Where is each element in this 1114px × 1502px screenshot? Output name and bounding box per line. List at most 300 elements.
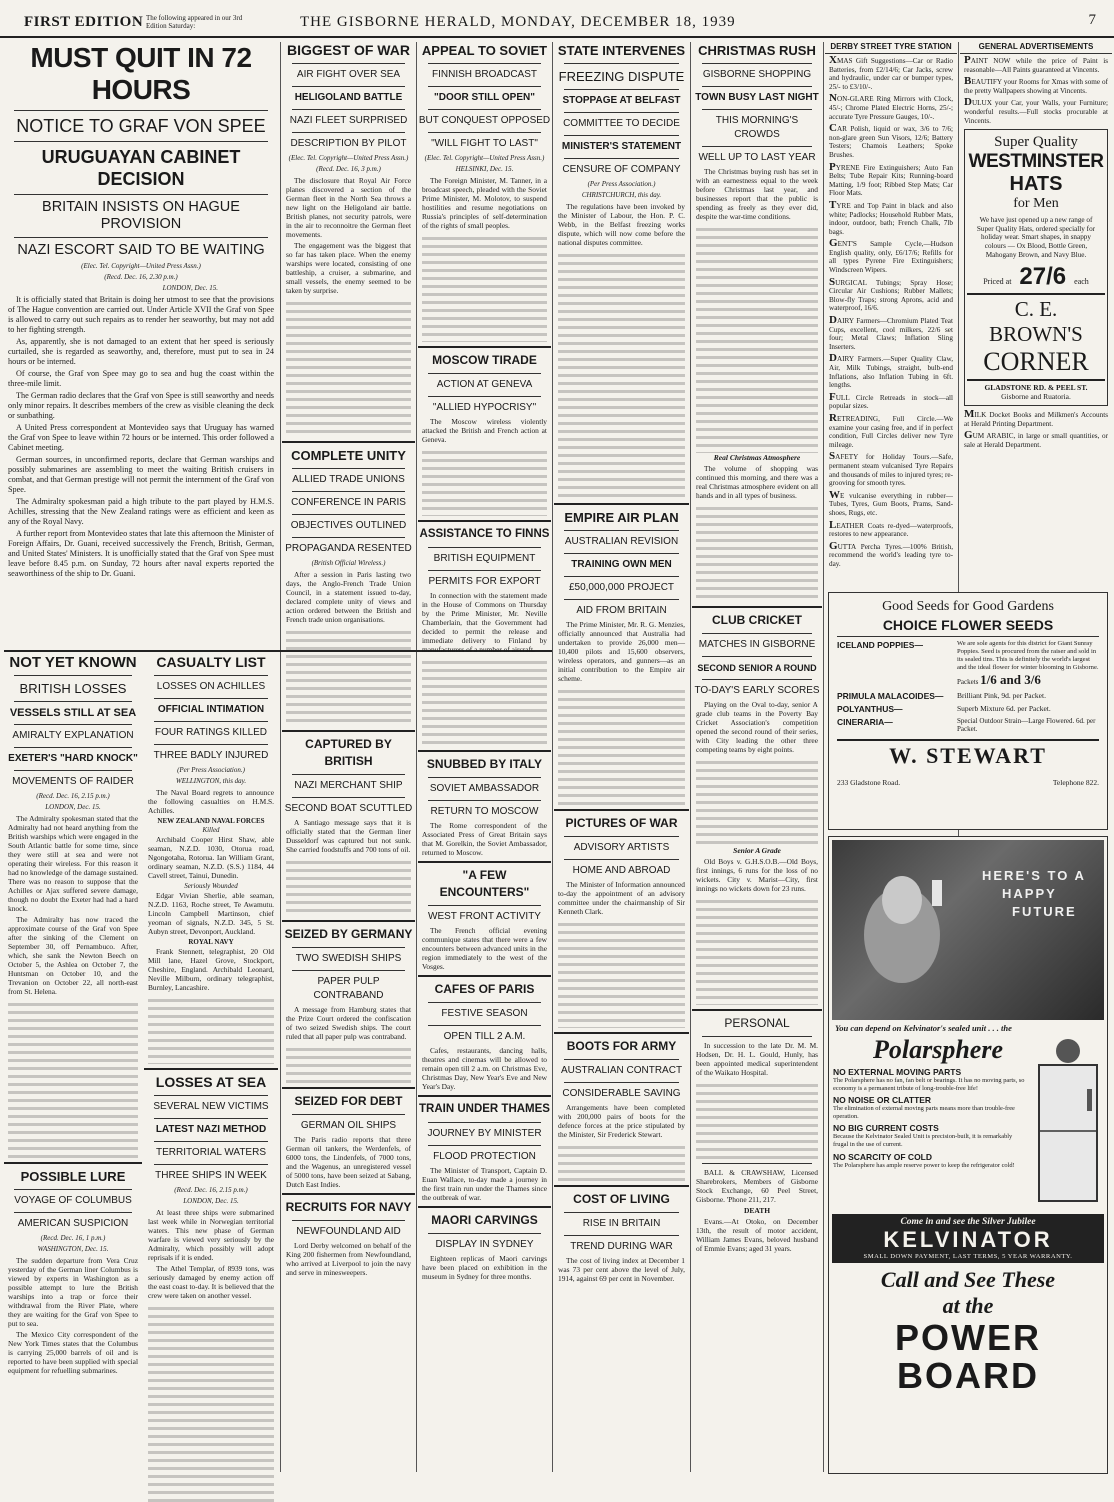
byline: (Per Press Association.) — [177, 766, 245, 774]
divider — [14, 724, 132, 725]
classified-ad: BEAUTIFY your Rooms for Xmas with some of the pretty Wallpapers showing at Vincents. — [964, 75, 1108, 95]
paragraph: It is officially stated that Britain is doing her utmost to see that the provisions of The Hague convention are carried out. Under Article XVII the Graf von Spee is allowed to carry out such repairs as to render her seaworthy, but may not add to her fighting strength. — [8, 295, 274, 334]
dateline: CHRISTCHURCH, this day. — [581, 191, 662, 199]
photo-caption: FUTURE — [1012, 904, 1077, 919]
story-body — [148, 788, 274, 992]
ad-line: POWER — [894, 1317, 1041, 1358]
divider — [282, 730, 415, 732]
seed-name: PRIMULA MALACOIDES— — [837, 691, 944, 701]
ad-line: Super Quality — [994, 134, 1078, 151]
refrigerator-icon — [1033, 1035, 1103, 1205]
seed-description: Superb Mixture 6d. per Packet. — [957, 704, 1051, 713]
subheadline: VESSELS STILL AT SEA — [9, 707, 137, 719]
headline: TRAIN UNDER THAMES — [419, 1103, 550, 1115]
divider — [428, 1145, 541, 1146]
byline: (Recd. Dec. 16, 1 p.m.) — [40, 1234, 106, 1242]
paragraph: Evans.—At Otoko, on December 13th, the result of motor accident, William James Evans, beloved husband of Emmie Evans; aged 31 years. — [696, 1217, 818, 1253]
ad-photo — [832, 840, 1104, 1020]
subheadline: "DOOR STILL OPEN" — [434, 92, 535, 103]
headline: DERBY STREET TYRE STATION — [825, 42, 957, 54]
classified-ad: RETREADING, Full Circle.—We examine your casing free, and if in perfect condition, Full Circles deliver new Tyre mileage. — [829, 411, 953, 449]
text-continuation — [558, 918, 685, 1028]
headline: STATE INTERVENES — [557, 43, 686, 58]
headline: BOOTS FOR ARMY — [566, 1039, 677, 1053]
divider — [418, 346, 551, 348]
edition-note: The following appeared in our 3rd Edition Saturday: — [146, 14, 243, 30]
feature-title: NO BIG CURRENT COSTS — [833, 1123, 939, 1134]
seed-item — [837, 717, 1099, 733]
headline: CHRISTMAS RUSH — [698, 43, 816, 58]
divider — [418, 1095, 551, 1097]
classified-ad: GUM ARABIC, in large or small quantities, or sale at Herald Department. — [964, 429, 1108, 449]
divider — [14, 141, 268, 142]
story-body — [558, 1103, 685, 1139]
seed-description: Brilliant Pink, 9d. per Packet. — [957, 691, 1046, 700]
headline: CLUB CRICKET — [712, 613, 802, 627]
subheadline: AMERICAN SUSPICION — [17, 1218, 129, 1229]
subheadline: FLOOD PROTECTION — [433, 1151, 536, 1162]
headline: EMPIRE AIR PLAN — [564, 510, 679, 525]
ad-line: CHOICE FLOWER SEEDS — [837, 617, 1099, 637]
divider — [428, 1233, 541, 1234]
headline-main: MUST QUIT IN 72 HOURS — [30, 42, 252, 105]
story-body — [422, 926, 547, 971]
story-body — [558, 880, 685, 916]
headline: MAORI CARVINGS — [431, 1213, 538, 1227]
seed-description: We are sole agents for this district for Giant Sunray Poppies. Seed is procured from the raiser and sold in its sealed tins. This is definitely the world's largest and the ideal flower for winter blooming in Gisborne. — [957, 640, 1099, 671]
paragraph: Frank Stennett, telegraphist, 20 Old Mill lane, Hazel Grove, Stockport, Cheshire, England. Archibald Leonard, Neville Milburn, ordinary telegraphist, Burnley, Lancashire. — [148, 947, 274, 992]
story-body — [8, 1256, 138, 1375]
ad-text: We have just opened up a new range of Super Quality Hats, ordered specially for holiday wear. Smart shapes, in snappy colours — Ox Blood, Bottle Green, Mahogany Brown, and Navy Blue. — [976, 216, 1096, 259]
section-label: Killed — [202, 826, 220, 834]
story-casualty-list — [144, 654, 278, 1474]
subheadline: BRITAIN INSISTS ON HAGUE PROVISION — [42, 199, 240, 232]
subheadline: FREEZING DISPUTE — [558, 69, 685, 84]
divider — [282, 1087, 415, 1089]
seed-price-row — [957, 672, 1099, 688]
headline: PERSONAL — [724, 1016, 790, 1030]
photo-caption: HERE'S TO A — [982, 868, 1086, 883]
divider — [702, 1036, 812, 1037]
subheadline: CENSURE OF COMPANY — [562, 164, 681, 175]
paragraph: The Admiralty spokesman stated that the Admiralty had not heard anything from the British warships which were engaged in the South Atlantic battle for some time, since they were still at sea and were not operating their wireless. For this reason it had no knowledge of the damage sustained. There was no reason to suppose that the Achilles or Ajax suffered severe damage, though no doubt the Exeter had had a hard knock. — [8, 814, 138, 913]
headline: APPEAL TO SOVIET — [421, 43, 548, 58]
subheadline: EXETER'S "HARD KNOCK" — [8, 753, 138, 764]
section-label: ROYAL NAVY — [188, 938, 234, 946]
subheadline: MOVEMENTS OF RAIDER — [12, 776, 134, 787]
seed-price: 1/6 and 3/6 — [980, 672, 1041, 687]
story-body — [696, 167, 818, 221]
text-continuation — [422, 656, 547, 746]
classified-list — [964, 56, 1108, 125]
story-body — [422, 591, 547, 654]
text-lines — [286, 856, 411, 916]
paragraph: After a session in Paris lasting two days, the Anglo-French Trade Union Council, in a statement issued to-day, declared complete unity of views and action ordered between the British and French trade union organisations. — [286, 570, 411, 624]
divider — [564, 1212, 679, 1213]
divider — [4, 1162, 142, 1164]
story-body — [422, 821, 547, 857]
divider — [282, 1193, 415, 1195]
divider — [428, 132, 541, 133]
subheadline: THREE SHIPS IN WEEK — [155, 1170, 267, 1181]
story-body — [558, 202, 685, 247]
subheadline: SECOND SENIOR A ROUND — [697, 663, 817, 673]
paragraph: A United Press correspondent at Montevideo says that Uruguay has warned the Graf von Spee to leave within 72 hours or be interned. This order followed a Cabinet meeting. — [8, 423, 274, 452]
text-lines — [696, 502, 818, 602]
divider — [702, 679, 812, 680]
ad-address: Gisborne and Ruatoria. — [1001, 392, 1071, 402]
story-body — [286, 818, 411, 854]
divider — [292, 63, 405, 64]
subheadline: FOUR RATINGS KILLED — [154, 727, 268, 738]
divider — [428, 1002, 541, 1003]
subheadline: SOVIET AMBASSADOR — [429, 783, 540, 794]
story-body — [422, 176, 547, 230]
subheadline: TOWN BUSY LAST NIGHT — [695, 92, 819, 103]
subheadline: TERRITORIAL WATERS — [155, 1147, 266, 1158]
paragraph: The Rome correspondent of the Associated Press of Great Britain says that M. Gorelkin, the Soviet Ambassador, returned to Moscow. — [422, 821, 547, 857]
fridge-handle — [1087, 1089, 1092, 1111]
text-continuation — [286, 1043, 411, 1083]
classified-ad: SURGICAL Tubings; Spray Hose; Circular Air Cushions; Rubber Mallets; Blow-fly Traps; strong Aprons, acid and waterproof, 16/6. — [829, 275, 953, 313]
subheadline: OFFICIAL INTIMATION — [157, 704, 265, 715]
kelvinator-ad — [828, 836, 1108, 1474]
text-lines — [422, 232, 547, 342]
divider — [418, 520, 551, 522]
dateline: LONDON, Dec. 15. — [183, 1197, 239, 1205]
paragraph: The Minister of Transport, Captain D. Euan Wallace, to-day made a journey in the first train run under the Thames since the outbreak of war. — [422, 1166, 547, 1202]
headline: POSSIBLE LURE — [20, 1169, 126, 1184]
classified-ad: LEATHER Coats re-dyed—waterproofs, restores to new appearance. — [829, 518, 953, 539]
divider — [554, 503, 689, 505]
page-number: 7 — [1088, 12, 1096, 28]
classified-ad: GENT'S Sample Cycle,—Hudson English quality, only, £6/17/6; Refills for all types Pyrene Fire Extinguishers; Windscreen Wipers. — [829, 237, 953, 275]
headline: SNUBBED BY ITALY — [426, 757, 543, 771]
paragraph: The Foreign Minister, M. Tanner, in a broadcast speech, pleaded with the Soviet Prime Minister, M. Molotov, to suspend hostilities and resume negotiations on Russia's principles of self-determination of the rights of small peoples. — [422, 176, 547, 230]
divider — [154, 744, 268, 745]
divider — [14, 701, 132, 702]
paragraph: The engagement was the biggest that so far has taken place. When the enemy warships were located, consisting of one battleship, a cruiser, a submarine, and small vessels, the enemy seemed to be taken by surprise. — [286, 241, 411, 295]
subheadline: PAPER PULP CONTRABAND — [313, 976, 384, 1001]
subheadline: TWO SWEDISH SHIPS — [295, 953, 402, 964]
ad-line: Good Seeds for Good Gardens — [882, 599, 1054, 614]
divider — [702, 86, 812, 87]
byline: (Recd. Dec. 16, 2.15 p.m.) — [174, 1186, 248, 1194]
classified-ad: PYRENE Fire Extinguishers; Auto Fan Belts; Tube Repair Kits; Running-board Matting, 1/9 foot; Ribbed Step Mats; Car Floor Mats. — [829, 160, 953, 198]
divider — [564, 1082, 679, 1083]
classified-list — [829, 56, 953, 568]
divider — [154, 1164, 268, 1165]
subheadline: LATEST NAZI METHOD — [155, 1124, 267, 1135]
subheadline: WEST FRONT ACTIVITY — [428, 911, 541, 922]
divider — [292, 491, 405, 492]
divider — [14, 1189, 132, 1190]
divider — [292, 86, 405, 87]
byline: (British Official Wireless.) — [311, 559, 386, 567]
subheadline: GISBORNE SHOPPING — [702, 69, 812, 80]
ad-line: CORNER — [967, 347, 1105, 381]
dateline: LONDON, Dec. 15. — [45, 803, 101, 811]
headline: BIGGEST OF WAR — [287, 42, 410, 58]
divider — [428, 547, 541, 548]
section-label: Senior A Grade — [733, 846, 781, 855]
paragraph: A message from Hamburg states that the Prize Court ordered the confiscation of two seized Swedish ships. The court ruled that all paper pulp was contraband. — [286, 1005, 411, 1041]
classified-ad: DAIRY Farmers—Chromium Plated Teat Cups, excellent, cool milkers, 22/6 set four; Metal Claws; Inflation Sling Inserters. — [829, 314, 953, 351]
paragraph: The Admiralty has now traced the approximate course of the Graf von Spee after the sinking of the Clement on September 30, off Pernambuco. After, which, she sank the Newton Beech on October 5, the Ashlea on October 7, the Huntsman on October 10, and the Trevanion on October 22, all north-east from St. Helena. — [8, 915, 138, 996]
paragraph: The Christmas buying rush has set in with an earnestness equal to the week before Christmas last year, and businesses report that the public is spending as freely as they ever did, despite the war-time conditions. — [696, 167, 818, 221]
text-lines — [696, 223, 818, 453]
divider — [554, 1185, 689, 1187]
divider — [14, 237, 268, 238]
subheadline: ALLIED TRADE UNIONS — [292, 474, 405, 485]
price-label: Priced at — [983, 277, 1012, 287]
seed-ad-footer — [837, 739, 1099, 787]
text-continuation — [696, 1079, 818, 1159]
seed-name: ICELAND POPPIES— — [837, 640, 923, 650]
story-body — [286, 1135, 411, 1189]
column-divider — [823, 42, 824, 1472]
paragraph: Lord Derby welcomed on behalf of the King 200 fishermen from Newfoundland, who arrived at Liverpool to join the navy and serve in minesweepers. — [286, 1241, 411, 1277]
ad-line: You can depend on Kelvinator's sealed unit . . . the — [835, 1023, 1012, 1033]
classified-ad: XMAS Gift Suggestions—Car or Radio Batteries, from £2/14/6; Car Jacks, screw and hydraulic, under car or bumper types, 25/- to £3/10/-. — [829, 54, 953, 91]
seeds-ad — [828, 592, 1108, 830]
story-body — [422, 1166, 547, 1202]
paragraph: The Prime Minister, Mr. R. G. Menzies, officially announced that Australia had undertaken to provide 26,000 men—10,400 pilots and 15,600 observers, wireless operators, and gunners—as an initial contribution to the Empire air scheme. — [558, 620, 685, 683]
divider — [428, 1025, 541, 1026]
divider — [428, 1122, 541, 1123]
story-body — [286, 1005, 411, 1041]
headline: CAFES OF PARIS — [434, 982, 535, 996]
divider — [428, 373, 541, 374]
byline: (Elec. Tel. Copyright—United Press Assn.) — [424, 154, 545, 162]
feature-list — [833, 1035, 1029, 1210]
ad-line: at the — [942, 1293, 994, 1318]
subheadline: WELL UP TO LAST YEAR — [698, 152, 816, 163]
column-divider — [552, 42, 553, 1472]
classified-ad: FULL Circle Retreads in stock—all popular sizes. — [829, 390, 953, 411]
paragraph: Arrangements have been completed with 200,000 pairs of boots for the defence forces at the price stipulated by the Minister, Sir Frederick Stewart. — [558, 1103, 685, 1139]
story-body — [696, 857, 818, 893]
fridge-illustration — [1033, 1035, 1103, 1210]
text-continuation — [696, 756, 818, 846]
divider — [292, 514, 405, 515]
paragraph: The regulations have been invoked by the Minister of Labour, the Hon. P. C. Webb, in the Belfast freezing works dispute, which will now come before the national disputes committee. — [558, 202, 685, 247]
text-lines — [148, 994, 274, 1064]
seed-name: POLYANTHUS— — [837, 704, 903, 714]
price-each: each — [1074, 277, 1089, 287]
text-lines — [286, 297, 411, 437]
column-divider — [690, 42, 691, 1472]
divider — [154, 698, 268, 699]
subheadline: HELIGOLAND BATTLE — [294, 92, 403, 103]
paragraph: Old Boys v. G.H.S.O.B.—Old Boys, first innings, 6 runs for the loss of no wickets. City v. Marist—City, first innings no wickets down for 23 runs. — [696, 857, 818, 893]
ad-address: GLADSTONE RD. & PEEL ST. — [984, 383, 1088, 393]
subheadline: BRITISH LOSSES — [19, 681, 127, 696]
general-ads — [960, 42, 1112, 542]
story-body — [422, 1046, 547, 1091]
ad-terms: SMALL DOWN PAYMENT, LAST TERMS, 5 YEAR WARRANTY. — [863, 1253, 1073, 1260]
text-lines — [696, 756, 818, 846]
divider — [292, 797, 405, 798]
subheadline: AUSTRALIAN CONTRACT — [560, 1065, 683, 1076]
divider — [564, 599, 679, 600]
dateline: HELSINKI, Dec. 15. — [455, 165, 514, 173]
subheadline: AMIRALTY EXPLANATION — [12, 730, 134, 741]
merchant-name: W. STEWART — [889, 743, 1047, 768]
seed-item — [837, 640, 1099, 688]
headline: COST OF LIVING — [573, 1192, 670, 1206]
subheadline: NAZI MERCHANT SHIP — [294, 780, 403, 791]
divider — [14, 770, 132, 771]
text-lines — [558, 918, 685, 1028]
headline: CASUALTY LIST — [156, 654, 266, 670]
subheadline: BRITISH EQUIPMENT — [433, 553, 536, 564]
subheadline: TREND DURING WAR — [570, 1241, 673, 1252]
ad-line: BOARD — [897, 1355, 1039, 1396]
headline: MOSCOW TIRADE — [432, 353, 537, 367]
divider — [564, 135, 679, 136]
divider — [564, 530, 679, 531]
story-column-5 — [554, 42, 689, 1472]
death-notice — [696, 1217, 818, 1253]
headline: "A FEW ENCOUNTERS" — [439, 868, 530, 899]
text-lines — [422, 656, 547, 746]
paragraph: The sudden departure from Vera Cruz yesterday of the German liner Columbus is viewed by experts in Washington as a possible attempt to lure the British warships into a trap or force their withdrawal from the River Plate, where they are waiting for the Graf von Spee to put to sea. — [8, 1256, 138, 1328]
divider — [418, 861, 551, 863]
story-body — [286, 1241, 411, 1277]
headline: SEIZED BY GERMANY — [284, 927, 413, 941]
paragraph: The Athel Templar, of 8939 tons, was seriously damaged by enemy action off the east coast to-day. It is believed that the crew were taken on another vessel. — [148, 1264, 274, 1300]
divider — [702, 633, 812, 634]
subheadline: LOSSES ON ACHILLES — [156, 681, 266, 692]
classified-ad: PAINT NOW while the price of Paint is reasonable—All Paints guaranteed at Vincents. — [964, 54, 1108, 74]
divider — [292, 1114, 405, 1115]
paragraph: At least three ships were submarined last week while in Norwegian territorial waters. This new phase of German warfare is viewed very seriously by the Admiralty, which possibly will adopt reprisals if it is ended. — [148, 1208, 274, 1262]
subheadline: PROPAGANDA RESENTED — [285, 543, 412, 554]
ad-line: Call and See These — [880, 1267, 1056, 1292]
ad-line: for Men — [1013, 196, 1059, 212]
paragraph: The German radio declares that the Graf von Spee is still seaworthy and needs only minor repairs. It describes members of the crew as visible cleaning the deck or sunbathing. — [8, 391, 274, 420]
paragraph: The cost of living index at December 1 was 73 per cent above the level of July, 1914, against 69 per cent in November. — [558, 1256, 685, 1283]
divider — [144, 1068, 278, 1070]
text-continuation — [286, 626, 411, 726]
divider — [418, 1206, 551, 1208]
divider — [702, 146, 812, 147]
divider — [564, 63, 679, 64]
brand-logo: KELVINATOR — [883, 1227, 1053, 1252]
story-body — [696, 464, 818, 500]
subheadline: ADVISORY ARTISTS — [573, 842, 670, 853]
photo-caption: HAPPY — [1002, 886, 1057, 901]
paragraph: In connection with the statement made in the House of Commons on Thursday by the Prime Minister, Mr. Neville Chamberlain, that the Government had decided to permit the release and immediate delivery to Finland by manufacturers of a number of aircraft. — [422, 591, 547, 654]
text-continuation — [422, 232, 547, 342]
paragraph: The Mexico City correspondent of the New York Times states that the Columbus is carrying 25,000 barrels of oil and is reported to have been supplied with special equipment for refuelling submarines. — [8, 1330, 138, 1375]
ad-line: Come in and see the Silver Jubilee — [900, 1217, 1036, 1227]
dateline: WASHINGTON, Dec. 15. — [37, 1245, 109, 1253]
tyre-station-ads — [825, 42, 957, 568]
divider — [282, 920, 415, 922]
divider — [154, 1095, 268, 1096]
divider — [14, 1212, 132, 1213]
seed-price-label: Packets — [957, 678, 979, 686]
headline: CAPTURED BY BRITISH — [305, 737, 392, 768]
headline: COMPLETE UNITY — [291, 448, 406, 463]
divider — [154, 721, 268, 722]
story-column-4 — [418, 42, 551, 1472]
divider — [292, 468, 405, 469]
divider — [292, 947, 405, 948]
subheadline: DISPLAY IN SYDNEY — [435, 1239, 534, 1250]
divider — [428, 86, 541, 87]
text-continuation — [696, 895, 818, 1005]
classified-ad: NON-GLARE Ring Mirrors with Clock, 45/-; Chrome Plated Electric Horns, 25/-; accurate Tyre Pressure Gauges, 10/-. — [829, 92, 953, 121]
subheadline: BUT CONQUEST OPPOSED — [418, 115, 551, 126]
subheadline: NEWFOUNDLAND AID — [296, 1226, 401, 1237]
text-continuation — [148, 1302, 274, 1502]
divider — [418, 975, 551, 977]
divider — [14, 675, 132, 676]
divider — [564, 158, 679, 159]
divider — [554, 1032, 689, 1034]
paragraph: A Santiago message says that it is officially stated that the German liner Dusseldorf was captured but not sunk. She carried foodstuffs and 700 tons of oil. — [286, 818, 411, 854]
merchant-address: 233 Gladstone Road. — [837, 778, 901, 787]
couple-toast-illustration — [832, 840, 1104, 1020]
subheadline: STOPPAGE AT BELFAST — [562, 95, 681, 106]
subheadline: £50,000,000 PROJECT — [568, 582, 675, 593]
brown-hats-ad — [964, 129, 1108, 406]
divider — [428, 109, 541, 110]
divider — [692, 1009, 822, 1011]
divider — [564, 1059, 679, 1060]
paragraph: The Naval Board regrets to announce the following casualties on H.M.S. Achilles. — [148, 788, 274, 815]
headline: ASSISTANCE TO FINNS — [419, 528, 550, 540]
figure-head — [882, 876, 922, 924]
paragraph: As, apparently, she is not damaged to an extent that her speed is seriously curtailed, she is regarded as seaworthy, and, therefore, must put to sea in 24 hours or be interned. — [8, 337, 274, 366]
subheadline: TRAINING OWN MEN — [571, 559, 672, 570]
subheadline: "WILL FIGHT TO LAST" — [431, 138, 538, 149]
paragraph: The Minister of Information announced to-day the appointment of an advisory committee under the chairmanship of Sir Kenneth Clark. — [558, 880, 685, 916]
divider — [292, 1220, 405, 1221]
divider — [564, 112, 679, 113]
divider — [428, 570, 541, 571]
text-lines — [696, 895, 818, 1005]
feature-title: NO EXTERNAL MOVING PARTS — [833, 1067, 962, 1077]
divider — [14, 747, 132, 748]
subheadline: CONFERENCE IN PARIS — [291, 497, 406, 508]
ad-banner — [832, 1214, 1104, 1263]
classified-ad: CAR Polish, liquid or wax, 3/6 to 7/6; non-glare green Sun Visors, 12/6; Battery Testers; Chamois Leathers; Spoke Brushes. — [829, 122, 953, 159]
text-continuation — [558, 249, 685, 499]
text-lines — [558, 249, 685, 499]
divider — [154, 1141, 268, 1142]
story-body — [422, 1254, 547, 1281]
classified-ad: DAIRY Farmers.—Super Quality Claw, Air, Milk Tubings, straight, bulb-end Inflations, also Inflation Tubing in 6ft. lengths. — [829, 352, 953, 390]
story-body — [8, 295, 274, 579]
classified-ad: GUTTA Percha Tyres.—100% British, recommend the world's leading tyre to-day. — [829, 539, 953, 568]
divider — [292, 132, 405, 133]
classified-ad: TYRE and Top Paint in black and also white; Padlocks; Household Rubber Mats, indoor, outdoor, bath; French Chalk, 7lb bags. — [829, 198, 953, 236]
feature-title: NO NOISE OR CLATTER — [833, 1095, 932, 1106]
classified-ad: DULUX your Car, your Walls, your Furniture; wonderful results.—Full stocks procurable at Vincents. — [964, 96, 1108, 125]
story-body — [8, 814, 138, 996]
divider — [702, 63, 812, 64]
subheadline: DESCRIPTION BY PILOT — [290, 138, 407, 149]
section-label: Real Christmas Atmosphere — [713, 453, 801, 462]
edition-label: FIRST EDITION — [24, 14, 144, 30]
section-label: Seriously Wounded — [184, 882, 238, 890]
divider — [554, 809, 689, 811]
text-lines — [8, 998, 138, 1158]
